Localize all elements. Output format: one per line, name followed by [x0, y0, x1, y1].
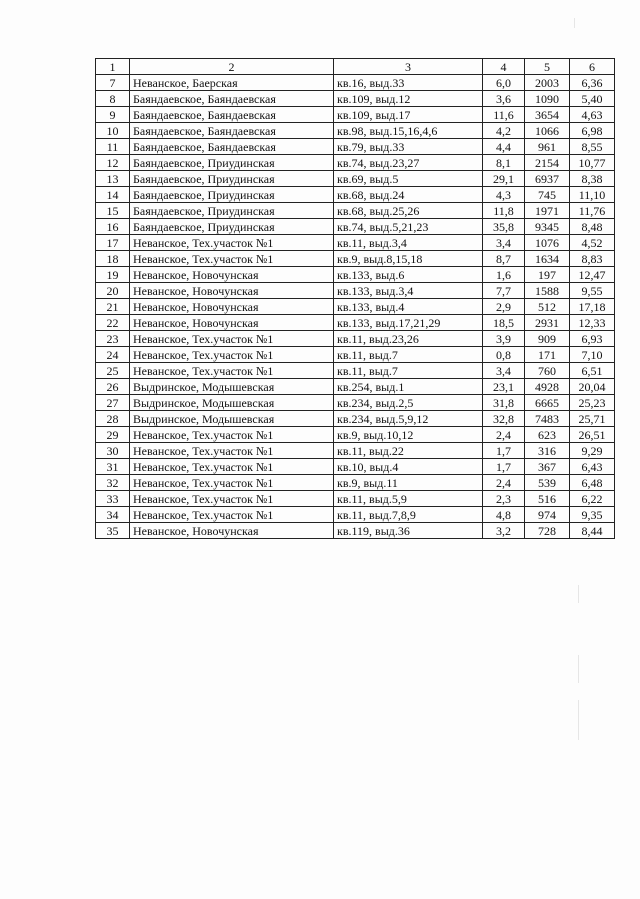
- table-row: [96, 123, 615, 139]
- value-cell: 20,04: [570, 379, 615, 395]
- plot-location-cell: кв.133, выд.3,4: [334, 283, 483, 299]
- scan-artifact: [574, 18, 575, 28]
- data-table: [95, 58, 615, 539]
- row-number-cell: 17: [96, 235, 130, 251]
- volume-cell: 1066: [525, 123, 570, 139]
- row-number-cell: 21: [96, 299, 130, 315]
- value-cell: 4,52: [570, 235, 615, 251]
- area-cell: 23,1: [483, 379, 525, 395]
- row-number-cell: 31: [96, 459, 130, 475]
- table-row: [96, 411, 615, 427]
- plot-location-cell: кв.98, выд.15,16,4,6: [334, 123, 483, 139]
- locality-cell: Неванское, Тех.участок №1: [130, 251, 334, 267]
- table-row: [96, 427, 615, 443]
- volume-cell: 171: [525, 347, 570, 363]
- volume-cell: 974: [525, 507, 570, 523]
- volume-cell: 1634: [525, 251, 570, 267]
- plot-location-cell: кв.11, выд.3,4: [334, 235, 483, 251]
- locality-cell: Баяндаевское, Баяндаевская: [130, 107, 334, 123]
- table-row: [96, 75, 615, 91]
- area-cell: 32,8: [483, 411, 525, 427]
- header-cell: 6: [570, 59, 615, 75]
- value-cell: 4,63: [570, 107, 615, 123]
- table-row: [96, 251, 615, 267]
- plot-location-cell: кв.11, выд.7: [334, 363, 483, 379]
- table-row: [96, 299, 615, 315]
- plot-location-cell: кв.10, выд.4: [334, 459, 483, 475]
- row-number-cell: 11: [96, 139, 130, 155]
- area-cell: 11,8: [483, 203, 525, 219]
- plot-location-cell: кв.68, выд.25,26: [334, 203, 483, 219]
- table-row: [96, 379, 615, 395]
- row-number-cell: 12: [96, 155, 130, 171]
- plot-location-cell: кв.9, выд.10,12: [334, 427, 483, 443]
- area-cell: 4,4: [483, 139, 525, 155]
- table-header-row: [96, 59, 615, 75]
- plot-location-cell: кв.133, выд.6: [334, 267, 483, 283]
- plot-location-cell: кв.133, выд.4: [334, 299, 483, 315]
- area-cell: 8,7: [483, 251, 525, 267]
- row-number-cell: 7: [96, 75, 130, 91]
- locality-cell: Выдринское, Модышевская: [130, 411, 334, 427]
- locality-cell: Неванское, Новочунская: [130, 299, 334, 315]
- area-cell: 4,3: [483, 187, 525, 203]
- table-row: [96, 235, 615, 251]
- value-cell: 6,98: [570, 123, 615, 139]
- table-row: [96, 507, 615, 523]
- row-number-cell: 16: [96, 219, 130, 235]
- value-cell: 9,35: [570, 507, 615, 523]
- row-number-cell: 15: [96, 203, 130, 219]
- locality-cell: Неванское, Тех.участок №1: [130, 459, 334, 475]
- locality-cell: Выдринское, Модышевская: [130, 395, 334, 411]
- area-cell: 3,4: [483, 363, 525, 379]
- scan-artifact: [578, 585, 579, 603]
- table-row: [96, 395, 615, 411]
- locality-cell: Баяндаевское, Приудинская: [130, 155, 334, 171]
- value-cell: 11,10: [570, 187, 615, 203]
- table-row: [96, 171, 615, 187]
- plot-location-cell: кв.119, выд.36: [334, 523, 483, 539]
- locality-cell: Баяндаевское, Приудинская: [130, 203, 334, 219]
- plot-location-cell: кв.9, выд.8,15,18: [334, 251, 483, 267]
- locality-cell: Баяндаевское, Баяндаевская: [130, 139, 334, 155]
- area-cell: 1,7: [483, 459, 525, 475]
- locality-cell: Неванское, Тех.участок №1: [130, 347, 334, 363]
- volume-cell: 1588: [525, 283, 570, 299]
- value-cell: 8,55: [570, 139, 615, 155]
- value-cell: 8,48: [570, 219, 615, 235]
- row-number-cell: 35: [96, 523, 130, 539]
- value-cell: 11,76: [570, 203, 615, 219]
- value-cell: 9,55: [570, 283, 615, 299]
- value-cell: 8,44: [570, 523, 615, 539]
- volume-cell: 961: [525, 139, 570, 155]
- row-number-cell: 23: [96, 331, 130, 347]
- locality-cell: Неванское, Новочунская: [130, 267, 334, 283]
- table-row: [96, 475, 615, 491]
- value-cell: 17,18: [570, 299, 615, 315]
- plot-location-cell: кв.79, выд.33: [334, 139, 483, 155]
- locality-cell: Неванское, Новочунская: [130, 315, 334, 331]
- table-row: [96, 523, 615, 539]
- area-cell: 3,9: [483, 331, 525, 347]
- value-cell: 6,36: [570, 75, 615, 91]
- volume-cell: 367: [525, 459, 570, 475]
- volume-cell: 516: [525, 491, 570, 507]
- volume-cell: 760: [525, 363, 570, 379]
- row-number-cell: 26: [96, 379, 130, 395]
- volume-cell: 2931: [525, 315, 570, 331]
- plot-location-cell: кв.16, выд.33: [334, 75, 483, 91]
- area-cell: 8,1: [483, 155, 525, 171]
- area-cell: 2,3: [483, 491, 525, 507]
- plot-location-cell: кв.254, выд.1: [334, 379, 483, 395]
- area-cell: 29,1: [483, 171, 525, 187]
- table-row: [96, 267, 615, 283]
- value-cell: 6,22: [570, 491, 615, 507]
- header-cell: 5: [525, 59, 570, 75]
- table-row: [96, 443, 615, 459]
- value-cell: 26,51: [570, 427, 615, 443]
- plot-location-cell: кв.74, выд.23,27: [334, 155, 483, 171]
- table-row: [96, 107, 615, 123]
- area-cell: 6,0: [483, 75, 525, 91]
- row-number-cell: 19: [96, 267, 130, 283]
- plot-location-cell: кв.11, выд.7,8,9: [334, 507, 483, 523]
- locality-cell: Баяндаевское, Приудинская: [130, 187, 334, 203]
- table-row: [96, 155, 615, 171]
- value-cell: 10,77: [570, 155, 615, 171]
- plot-location-cell: кв.11, выд.22: [334, 443, 483, 459]
- locality-cell: Неванское, Новочунская: [130, 523, 334, 539]
- table-row: [96, 459, 615, 475]
- volume-cell: 6937: [525, 171, 570, 187]
- locality-cell: Неванское, Тех.участок №1: [130, 331, 334, 347]
- row-number-cell: 14: [96, 187, 130, 203]
- volume-cell: 623: [525, 427, 570, 443]
- row-number-cell: 33: [96, 491, 130, 507]
- value-cell: 8,83: [570, 251, 615, 267]
- locality-cell: Неванское, Тех.участок №1: [130, 475, 334, 491]
- volume-cell: 316: [525, 443, 570, 459]
- table-row: [96, 283, 615, 299]
- row-number-cell: 28: [96, 411, 130, 427]
- locality-cell: Выдринское, Модышевская: [130, 379, 334, 395]
- table-row: [96, 91, 615, 107]
- locality-cell: Неванское, Новочунская: [130, 283, 334, 299]
- plot-location-cell: кв.234, выд.2,5: [334, 395, 483, 411]
- plot-location-cell: кв.74, выд.5,21,23: [334, 219, 483, 235]
- value-cell: 5,40: [570, 91, 615, 107]
- value-cell: 6,93: [570, 331, 615, 347]
- table-row: [96, 363, 615, 379]
- volume-cell: 9345: [525, 219, 570, 235]
- value-cell: 6,51: [570, 363, 615, 379]
- row-number-cell: 30: [96, 443, 130, 459]
- area-cell: 3,4: [483, 235, 525, 251]
- locality-cell: Неванское, Тех.участок №1: [130, 491, 334, 507]
- table-row: [96, 347, 615, 363]
- table-row: [96, 491, 615, 507]
- plot-location-cell: кв.11, выд.23,26: [334, 331, 483, 347]
- locality-cell: Баяндаевское, Приудинская: [130, 171, 334, 187]
- header-cell: 4: [483, 59, 525, 75]
- volume-cell: 728: [525, 523, 570, 539]
- area-cell: 4,2: [483, 123, 525, 139]
- area-cell: 2,9: [483, 299, 525, 315]
- locality-cell: Неванское, Тех.участок №1: [130, 235, 334, 251]
- value-cell: 6,43: [570, 459, 615, 475]
- volume-cell: 2154: [525, 155, 570, 171]
- header-cell: 2: [130, 59, 334, 75]
- locality-cell: Неванское, Тех.участок №1: [130, 507, 334, 523]
- area-cell: 18,5: [483, 315, 525, 331]
- row-number-cell: 34: [96, 507, 130, 523]
- area-cell: 1,7: [483, 443, 525, 459]
- row-number-cell: 18: [96, 251, 130, 267]
- plot-location-cell: кв.69, выд.5: [334, 171, 483, 187]
- plot-location-cell: кв.11, выд.7: [334, 347, 483, 363]
- header-cell: 3: [334, 59, 483, 75]
- area-cell: 31,8: [483, 395, 525, 411]
- locality-cell: Неванское, Тех.участок №1: [130, 427, 334, 443]
- value-cell: 9,29: [570, 443, 615, 459]
- value-cell: 25,23: [570, 395, 615, 411]
- table-row: [96, 139, 615, 155]
- area-cell: 0,8: [483, 347, 525, 363]
- plot-location-cell: кв.11, выд.5,9: [334, 491, 483, 507]
- row-number-cell: 27: [96, 395, 130, 411]
- row-number-cell: 20: [96, 283, 130, 299]
- scan-artifact: [578, 655, 579, 683]
- area-cell: 35,8: [483, 219, 525, 235]
- volume-cell: 3654: [525, 107, 570, 123]
- area-cell: 2,4: [483, 427, 525, 443]
- locality-cell: Баяндаевское, Баяндаевская: [130, 123, 334, 139]
- row-number-cell: 29: [96, 427, 130, 443]
- scan-artifact: [578, 700, 579, 740]
- volume-cell: 539: [525, 475, 570, 491]
- area-cell: 1,6: [483, 267, 525, 283]
- locality-cell: Баяндаевское, Баяндаевская: [130, 91, 334, 107]
- locality-cell: Неванское, Тех.участок №1: [130, 443, 334, 459]
- plot-location-cell: кв.133, выд.17,21,29: [334, 315, 483, 331]
- volume-cell: 512: [525, 299, 570, 315]
- value-cell: 12,47: [570, 267, 615, 283]
- volume-cell: 7483: [525, 411, 570, 427]
- row-number-cell: 9: [96, 107, 130, 123]
- plot-location-cell: кв.9, выд.11: [334, 475, 483, 491]
- value-cell: 6,48: [570, 475, 615, 491]
- area-cell: 3,6: [483, 91, 525, 107]
- row-number-cell: 8: [96, 91, 130, 107]
- volume-cell: 1090: [525, 91, 570, 107]
- plot-location-cell: кв.234, выд.5,9,12: [334, 411, 483, 427]
- volume-cell: 1971: [525, 203, 570, 219]
- volume-cell: 197: [525, 267, 570, 283]
- volume-cell: 1076: [525, 235, 570, 251]
- table-row: [96, 331, 615, 347]
- value-cell: 12,33: [570, 315, 615, 331]
- locality-cell: Неванское, Тех.участок №1: [130, 363, 334, 379]
- table-body: [96, 59, 615, 539]
- row-number-cell: 13: [96, 171, 130, 187]
- value-cell: 25,71: [570, 411, 615, 427]
- header-cell: 1: [96, 59, 130, 75]
- table-row: [96, 203, 615, 219]
- area-cell: 2,4: [483, 475, 525, 491]
- row-number-cell: 25: [96, 363, 130, 379]
- locality-cell: Неванское, Баерская: [130, 75, 334, 91]
- row-number-cell: 10: [96, 123, 130, 139]
- plot-location-cell: кв.109, выд.17: [334, 107, 483, 123]
- volume-cell: 2003: [525, 75, 570, 91]
- row-number-cell: 22: [96, 315, 130, 331]
- area-cell: 7,7: [483, 283, 525, 299]
- volume-cell: 6665: [525, 395, 570, 411]
- table-row: [96, 187, 615, 203]
- value-cell: 7,10: [570, 347, 615, 363]
- table-row: [96, 315, 615, 331]
- area-cell: 3,2: [483, 523, 525, 539]
- plot-location-cell: кв.68, выд.24: [334, 187, 483, 203]
- plot-location-cell: кв.109, выд.12: [334, 91, 483, 107]
- value-cell: 8,38: [570, 171, 615, 187]
- volume-cell: 745: [525, 187, 570, 203]
- volume-cell: 909: [525, 331, 570, 347]
- area-cell: 4,8: [483, 507, 525, 523]
- volume-cell: 4928: [525, 379, 570, 395]
- locality-cell: Баяндаевское, Приудинская: [130, 219, 334, 235]
- area-cell: 11,6: [483, 107, 525, 123]
- table-row: [96, 219, 615, 235]
- row-number-cell: 24: [96, 347, 130, 363]
- row-number-cell: 32: [96, 475, 130, 491]
